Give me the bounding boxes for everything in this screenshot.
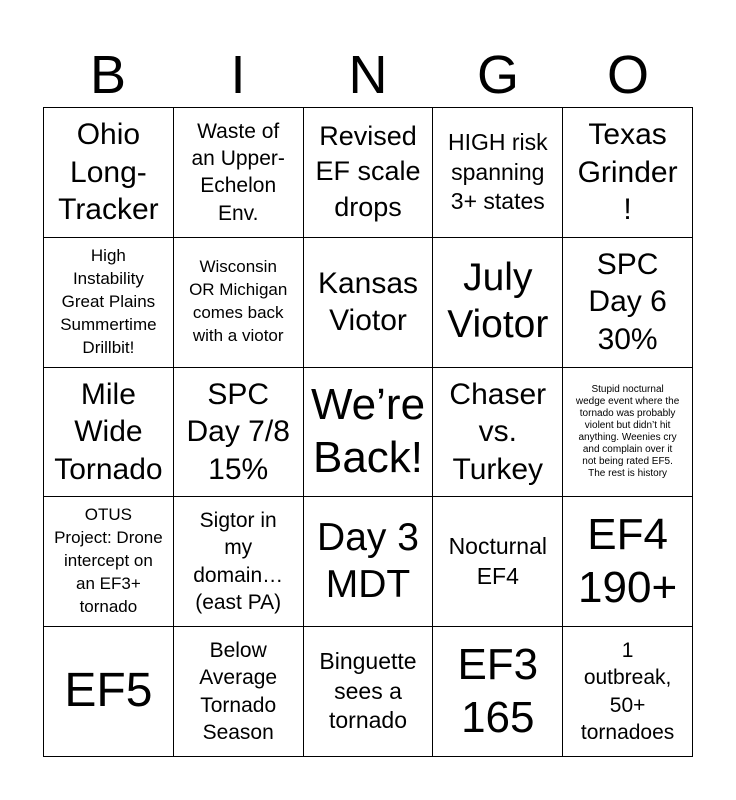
cell-text: EF4 190+ — [578, 509, 678, 612]
bingo-cell[interactable] — [304, 238, 434, 368]
bingo-cell[interactable] — [563, 497, 693, 627]
header-letter-b: B — [89, 45, 127, 105]
bingo-cell[interactable] — [433, 238, 563, 368]
cell-text: Waste of an Upper- Echelon Env. — [191, 119, 285, 225]
cell-text: EF3 165 — [457, 639, 539, 742]
bingo-cell[interactable] — [304, 627, 434, 757]
header-letter-n: N — [348, 45, 388, 105]
bingo-cell[interactable] — [563, 368, 693, 498]
bingo-cell[interactable] — [44, 627, 174, 757]
cell-text: SPC Day 7/8 15% — [186, 377, 290, 486]
bingo-cell[interactable] — [44, 368, 174, 498]
bingo-cell[interactable] — [563, 108, 693, 238]
cell-text: Below Average Tornado Season — [199, 639, 278, 744]
cell-text: Kansas Viotor — [317, 266, 419, 338]
cell-text: EF5 — [64, 664, 153, 718]
cell-text: Wisconsin OR Michigan comes back with a viotor — [189, 257, 288, 346]
bingo-cell[interactable] — [433, 627, 563, 757]
bingo-cell[interactable] — [44, 238, 174, 368]
cell-text: OTUS Project: Drone intercept on an EF3+ tornado — [54, 505, 163, 617]
bingo-cell[interactable] — [174, 108, 304, 238]
cell-text: Chaser vs. Turkey — [449, 377, 547, 486]
cell-text: Revised EF scale drops — [315, 120, 421, 223]
bingo-cell[interactable] — [563, 238, 693, 368]
bingo-cell[interactable] — [174, 627, 304, 757]
bingo-board — [43, 107, 693, 757]
cell-text: Ohio Long- Tracker — [58, 118, 159, 227]
cell-text: Stupid nocturnal wedge event where the tornado was probably violent but didn’t hit anything. Weenies cry and complain over it not being rated EF5. The rest is history — [575, 383, 680, 479]
cell-text: SPC Day 6 30% — [588, 247, 667, 356]
bingo-cell[interactable] — [174, 238, 304, 368]
bingo-cell[interactable] — [304, 368, 434, 498]
bingo-cell[interactable] — [174, 368, 304, 498]
bingo-cell[interactable] — [44, 497, 174, 627]
cell-text: Nocturnal EF4 — [448, 533, 547, 589]
bingo-cell[interactable] — [304, 108, 434, 238]
bingo-cell[interactable] — [563, 627, 693, 757]
bingo-cell[interactable] — [433, 368, 563, 498]
cell-text: 1 outbreak, 50+ tornadoes — [580, 639, 675, 744]
bingo-header — [43, 44, 693, 106]
cell-text: HIGH risk spanning 3+ states — [447, 129, 548, 215]
header-letter-g: G — [476, 45, 519, 105]
bingo-cell[interactable] — [44, 108, 174, 238]
header-letter-o: O — [606, 45, 649, 105]
header-letter-i: I — [230, 45, 246, 105]
cell-text: Texas Grinder ! — [577, 118, 678, 227]
bingo-cell[interactable] — [433, 108, 563, 238]
cell-text: Sigtor in my domain… (east PA) — [193, 509, 284, 615]
cell-text: Mile Wide Tornado — [54, 377, 163, 486]
cell-text: Binguette sees a tornado — [319, 648, 417, 734]
bingo-cell[interactable] — [304, 497, 434, 627]
bingo-cell[interactable] — [433, 497, 563, 627]
cell-text: We’re Back! — [310, 380, 426, 482]
cell-text: High Instability Great Plains Summertime Drillbit! — [60, 245, 157, 357]
cell-text: Day 3 MDT — [317, 515, 419, 606]
cell-text: July Viotor — [447, 256, 549, 347]
bingo-cell[interactable] — [174, 497, 304, 627]
